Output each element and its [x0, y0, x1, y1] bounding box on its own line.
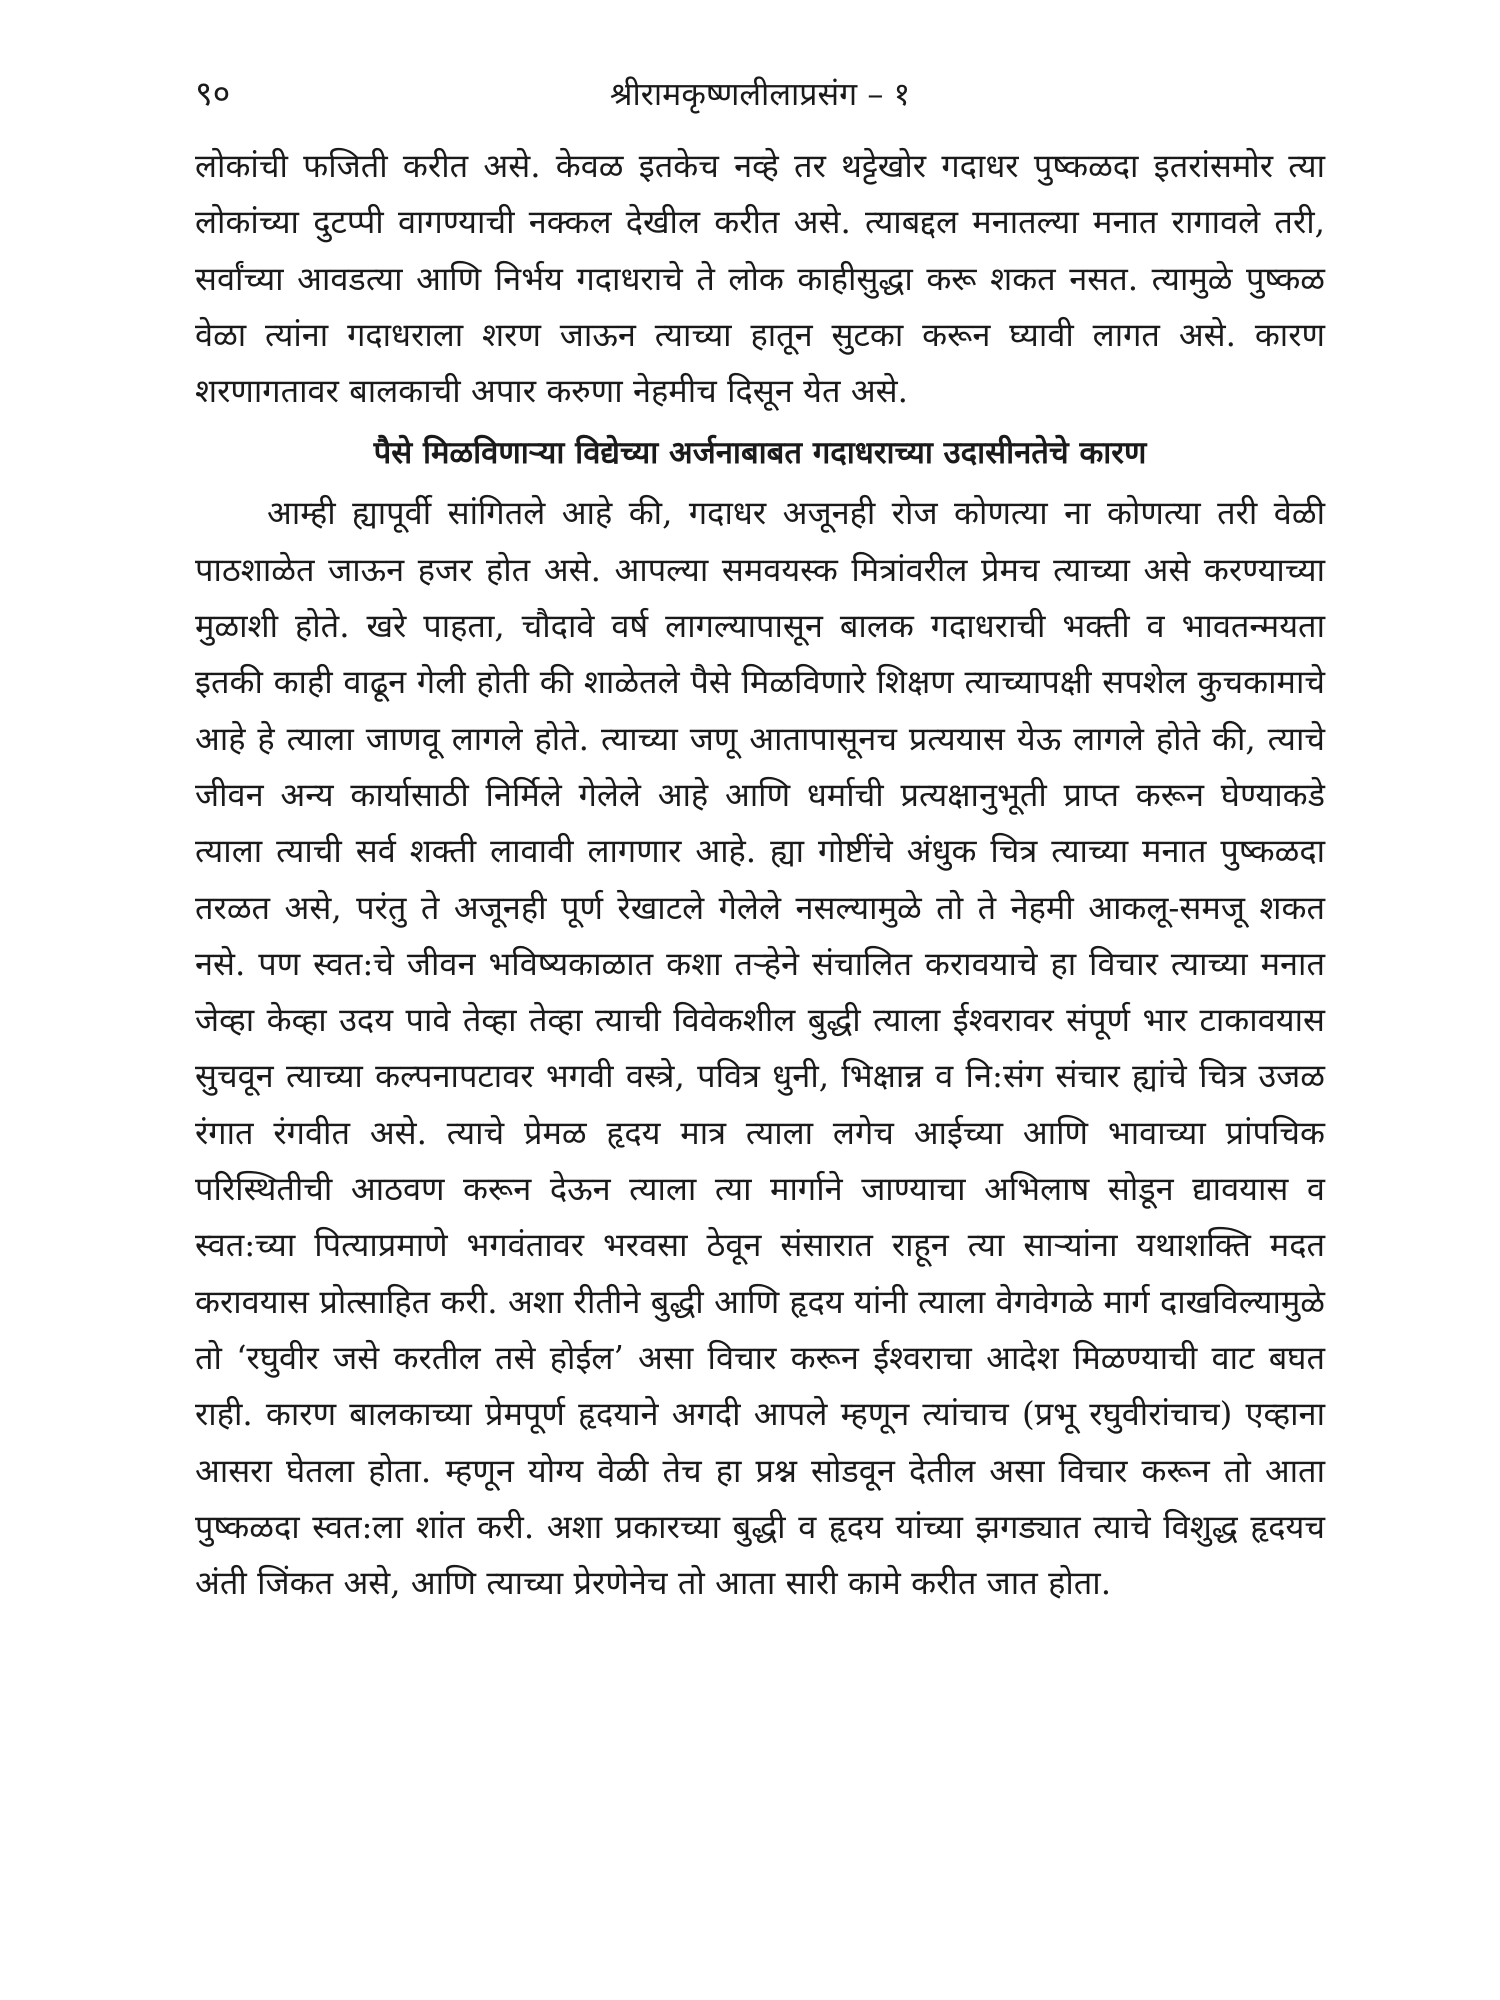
- book-title: श्रीरामकृष्णलीलाप्रसंग – १: [609, 75, 911, 113]
- running-head: [195, 64, 1325, 124]
- paragraph-1: लोकांची फजिती करीत असे. केवळ इतकेच नव्हे तर थट्टेखोर गदाधर पुष्कळदा इतरांसमोर त्या लोकांच्या दुटप्पी वागण्याची नक्कल देखील करीत असे. त्याबद्दल मनातल्या मनात रागावले तरी, सर्वांच्या आवडत्या आणि निर्भय गदाधराचे ते लोक काहीसुद्धा करू शकत नसत. त्यामुळे पुष्कळ वेळा त्यांना गदाधराला शरण जाऊन त्याच्या हातून सुटका करून घ्यावी लागत असे. कारण शरणागतावर बालकाची अपार करुणा नेहमीच दिसून येत असे.: [195, 147, 1325, 411]
- body-text: [195, 138, 1325, 1611]
- section-heading: पैसे मिळविणाऱ्या विद्येच्या अर्जनाबाबत गदाधराच्या उदासीनतेचे कारण: [373, 435, 1147, 472]
- page-number: ९०: [195, 74, 231, 114]
- paragraph-2: आम्ही ह्यापूर्वी सांगितले आहे की, गदाधर अजूनही रोज कोणत्या ना कोणत्या तरी वेळी पाठशाळेत जाऊन हजर होत असे. आपल्या समवयस्क मित्रांवरील प्रेमच त्याच्या असे करण्याच्या मुळाशी होते. खरे पाहता, चौदावे वर्ष लागल्यापासून बालक गदाधराची भक्ती व भावतन्मयता इतकी काही वाढून गेली होती की शाळेतले पैसे मिळविणारे शिक्षण त्याच्यापक्षी सपशेल कुचकामाचे आहे हे त्याला जाणवू लागले होते. त्याच्या जणू आतापासूनच प्रत्ययास येऊ लागले होते की, त्याचे जीवन अन्य कार्यासाठी निर्मिले गेलेले आहे आणि धर्माची प्रत्यक्षानुभूती प्राप्त करून घेण्याकडे त्याला त्याची सर्व शक्ती लावावी लागणार आहे. ह्या गोष्टींचे अंधुक चित्र त्याच्या मनात पुष्कळदा तरळत असे, परंतु ते अजूनही पूर्ण रेखाटले गेलेले नसल्यामुळे तो ते नेहमी आकलू-समजू शकत नसे. पण स्वत:चे जीवन भविष्यकाळात कशा तऱ्हेने संचालित करावयाचे हा विचार त्याच्या मनात जेव्हा केव्हा उदय पावे तेव्हा तेव्हा त्याची विवेकशील बुद्धी त्याला ईश्वरावर संपूर्ण भार टाकावयास सुचवून त्याच्या कल्पनापटावर भगवी वस्त्रे, पवित्र धुनी, भिक्षान्न व नि:संग संचार ह्यांचे चित्र उजळ रंगात रंगवीत असे. त्याचे प्रेमळ हृदय मात्र त्याला लगेच आईच्या आणि भावाच्या प्रांपचिक परिस्थितीची आठवण करून देऊन त्याला त्या मार्गाने जाण्याचा अभिलाष सोडून द्यावयास व स्वत:च्या पित्याप्रमाणे भगवंतावर भरवसा ठेवून संसारात राहून त्या साऱ्यांना यथाशक्ति मदत करावयास प्रोत्साहित करी. अशा रीतीने बुद्धी आणि हृदय यांनी त्याला वेगवेगळे मार्ग दाखविल्यामुळे तो ‘रघुवीर जसे करतील तसे होईल’ असा विचार करून ईश्वराचा आदेश मिळण्याची वाट बघत राही. कारण बालकाच्या प्रेमपूर्ण हृदयाने अगदी आपले म्हणून त्यांचाच (प्रभू रघुवीरांचाच) एव्हाना आसरा घेतला होता. म्हणून योग्य वेळी तेच हा प्रश्न सोडवून देतील असा विचार करून तो आता पुष्कळदा स्वत:ला शांत करी. अशा प्रकारच्या बुद्धी व हृदय यांच्या झगड्यात त्याचे विशुद्ध हृदयच अंती जिंकत असे, आणि त्याच्या प्रेरणेनेच तो आता सारी कामे करीत जात होता.: [195, 494, 1325, 1603]
